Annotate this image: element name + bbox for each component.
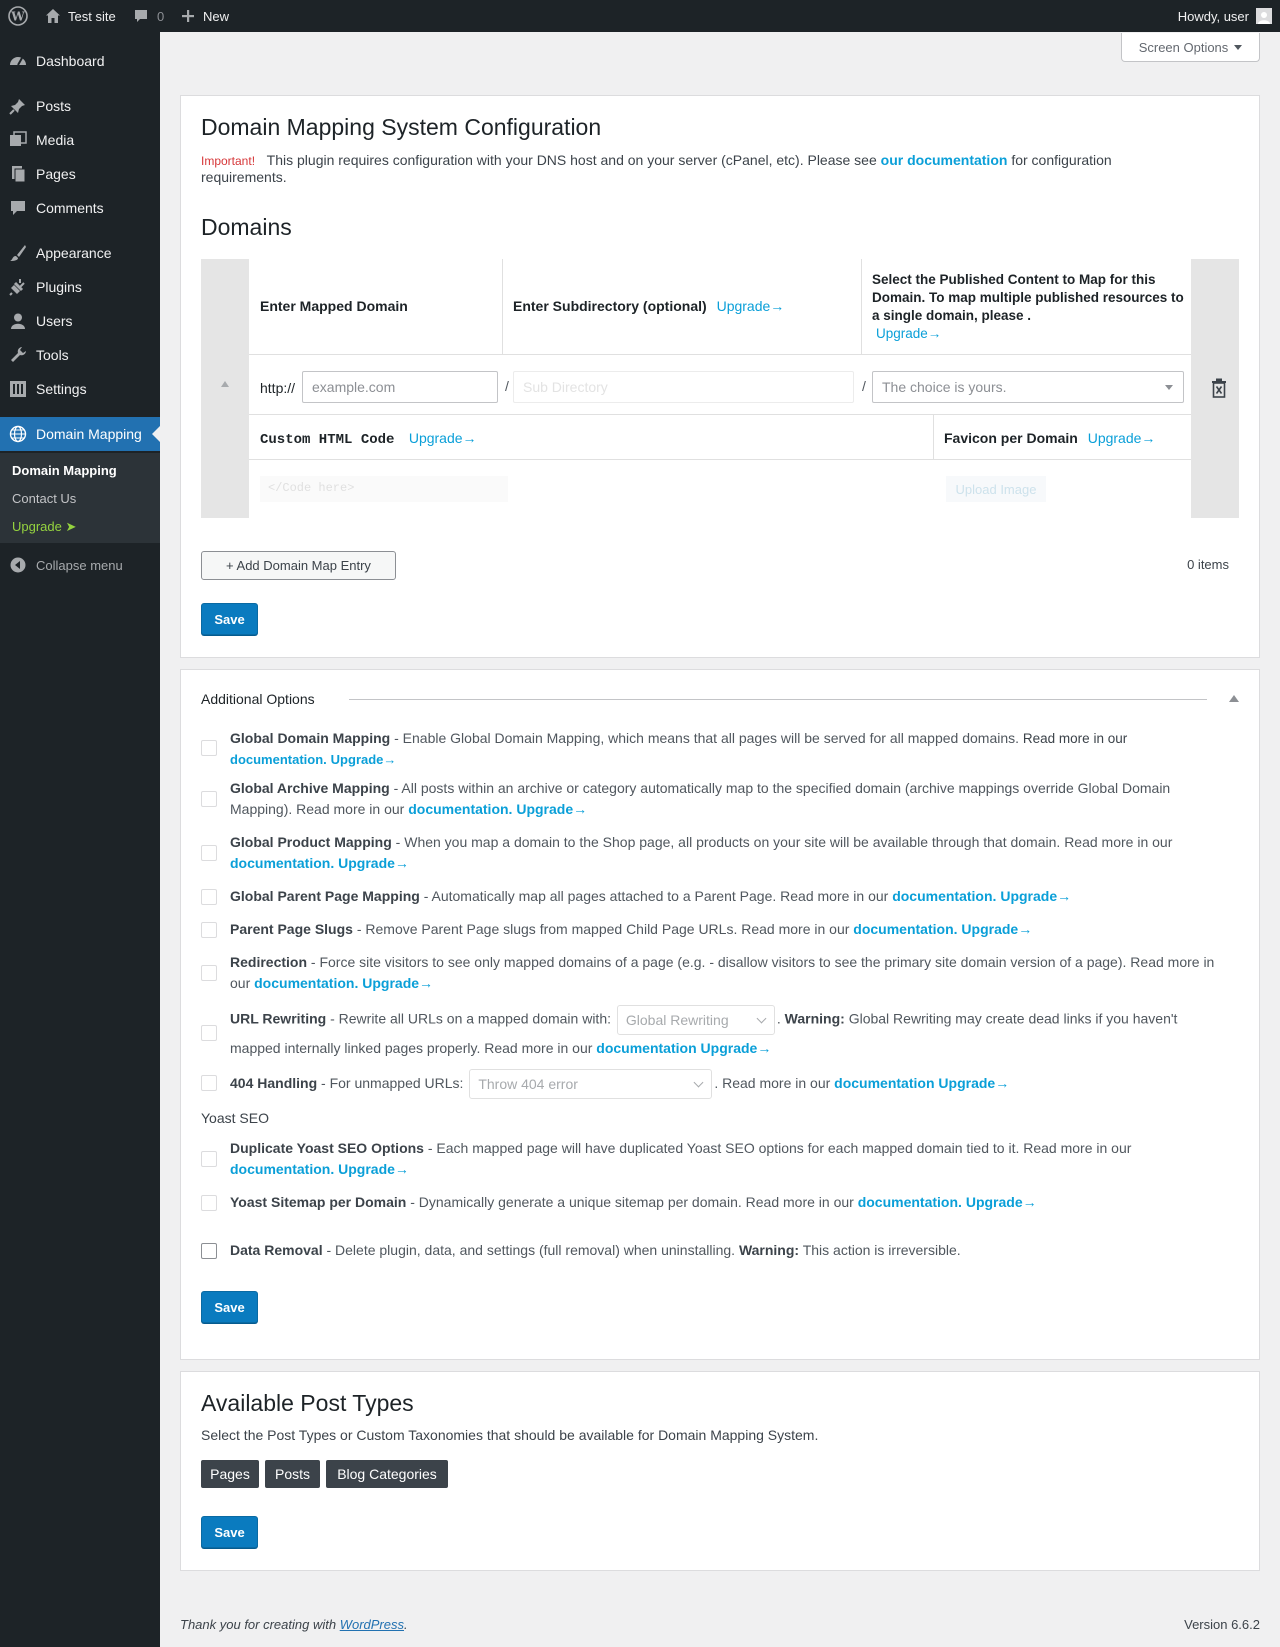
upgrade-link[interactable]: Upgrade→ xyxy=(516,801,588,817)
published-content-select[interactable] xyxy=(872,371,1184,403)
protocol-label: http:// xyxy=(260,380,296,396)
comment-icon xyxy=(0,199,36,217)
sidebar-item-dashboard[interactable] xyxy=(0,44,160,78)
page-title: Domain Mapping System Configuration xyxy=(201,114,602,140)
plus-icon xyxy=(181,9,195,23)
column-divider xyxy=(933,414,934,459)
duplicate-yoast-seo-checkbox[interactable] xyxy=(201,1151,217,1167)
sidebar-item-domain-mapping[interactable] xyxy=(0,417,160,451)
sidebar-item-label: Dashboard xyxy=(36,53,105,69)
option-name: Global Parent Page Mapping xyxy=(230,888,420,904)
plugin-icon xyxy=(0,278,36,296)
option-desc: - When you map a domain to the Shop page, all products on your site will be available through that domain. xyxy=(395,834,1061,850)
domains-heading: Domains xyxy=(201,214,292,240)
domain-map-entry xyxy=(201,259,1239,518)
column-divider xyxy=(861,259,862,354)
important-notice xyxy=(201,152,1201,185)
favicon-label: Favicon per Domain xyxy=(944,430,1078,446)
save-post-types-button[interactable]: Save xyxy=(201,1516,258,1548)
warning-label: Warning: xyxy=(784,1010,845,1027)
data-removal-checkbox[interactable] xyxy=(201,1243,217,1259)
404-handling-checkbox[interactable] xyxy=(201,1075,217,1091)
option-desc: - Force site visitors to see only mapped domains of a page (e.g. - disallow visitors to see the primary site domain version of a page). xyxy=(310,954,1127,970)
option-text xyxy=(230,1138,1230,1180)
sidebar-item-appearance[interactable] xyxy=(0,236,160,270)
column-divider xyxy=(502,259,503,354)
mapped-domain-header: Enter Mapped Domain xyxy=(260,298,408,314)
admin-sidebar xyxy=(0,32,160,1647)
sidebar-item-label: Users xyxy=(36,313,73,329)
row-divider xyxy=(249,354,1191,355)
footer-version: Version 6.6.2 xyxy=(1184,1617,1260,1632)
avatar xyxy=(1256,8,1272,24)
global-parent-page-mapping-checkbox[interactable] xyxy=(201,889,217,905)
upgrade-link[interactable]: Upgrade→ xyxy=(961,921,1033,937)
custom-html-code-input[interactable]: </Code here> xyxy=(260,476,508,502)
global-domain-mapping-checkbox[interactable] xyxy=(201,740,217,756)
add-domain-map-entry-button[interactable]: + Add Domain Map Entry xyxy=(201,551,396,580)
collapse-menu-button[interactable] xyxy=(0,553,160,577)
sidebar-item-comments[interactable] xyxy=(0,191,160,225)
published-content-header xyxy=(872,271,1184,343)
additional-options-heading: Additional Options xyxy=(201,691,315,707)
post-types-title: Available Post Types xyxy=(201,1390,414,1416)
option-name: Global Product Mapping xyxy=(230,834,392,850)
upgrade-link[interactable]: Upgrade→ xyxy=(362,975,434,991)
wordpress-link[interactable]: WordPress xyxy=(339,1617,404,1632)
option-desc-after: . xyxy=(714,1075,719,1091)
brush-icon xyxy=(0,244,36,262)
chevron-down-icon xyxy=(756,1014,766,1024)
documentation-link[interactable]: documentation. xyxy=(230,855,335,871)
media-icon xyxy=(0,131,36,149)
read-more-text: Read more in our xyxy=(741,921,850,937)
important-text: This plugin requires configuration with your DNS host and on your server (cPanel, etc). Please see xyxy=(266,152,877,168)
save-domains-button[interactable]: Save xyxy=(201,603,258,635)
comments-link[interactable] xyxy=(133,0,164,32)
option-name: Global Archive Mapping xyxy=(230,780,390,796)
warning-text: This action is irreversible. xyxy=(802,1242,961,1258)
global-rewriting-value: Global Rewriting xyxy=(625,1012,729,1028)
documentation-link[interactable]: documentation. xyxy=(230,752,327,767)
favicon-header xyxy=(944,430,1155,446)
important-text-after: for configuration requirements. xyxy=(201,152,1112,185)
option-name: 404 Handling xyxy=(230,1075,318,1091)
option-text xyxy=(230,728,1230,770)
read-more-text: Read more in our xyxy=(296,801,405,817)
screen-options-label: Screen Options xyxy=(1138,39,1229,55)
sidebar-item-label: Pages xyxy=(36,166,76,182)
sidebar-item-posts[interactable] xyxy=(0,89,160,123)
configuration-panel xyxy=(180,95,1260,658)
url-rewriting-checkbox[interactable] xyxy=(201,1025,217,1041)
option-desc: - For unmapped URLs: xyxy=(321,1075,464,1091)
footer-thanks-text: Thank you for creating with xyxy=(180,1617,337,1632)
upgrade-link[interactable]: Upgrade→ xyxy=(338,1161,409,1177)
pages-icon xyxy=(0,165,36,183)
caret-down-icon xyxy=(1234,45,1242,50)
submenu-item-upgrade[interactable]: Upgrade ➤ xyxy=(12,519,77,534)
404-handling-value: Throw 404 error xyxy=(478,1076,578,1093)
option-text: URL Rewriting - Rewrite all URLs on a mapped domain with: Global Rewriting . Warning: Global Rewriting may create dead links if you haven't mapped internally linked pages properly. Read more in our documentation Upgrade→ xyxy=(230,1005,1230,1061)
my-account-link[interactable] xyxy=(1178,0,1272,32)
documentation-link[interactable]: documentation. xyxy=(857,1194,962,1210)
wrench-icon xyxy=(0,346,36,364)
option-desc: - All posts within an archive or category automatically map to the specified domain (archive mappings override Global Domain Mapping). xyxy=(230,780,1171,817)
wordpress-logo-icon[interactable] xyxy=(8,0,28,32)
option-desc: - Dynamically generate a unique sitemap per domain. xyxy=(410,1194,742,1210)
option-duplicate-yoast-seo xyxy=(201,1138,1241,1182)
collapse-arrow-icon[interactable] xyxy=(1229,695,1239,702)
comment-bubble-icon xyxy=(133,8,149,24)
option-text xyxy=(230,832,1230,874)
new-label: New xyxy=(203,8,230,24)
documentation-link[interactable]: documentation. xyxy=(853,921,958,937)
site-name: Test site xyxy=(68,8,116,24)
domain-map-fields xyxy=(249,259,1191,518)
option-redirection xyxy=(201,952,1241,996)
option-name: URL Rewriting xyxy=(230,1010,327,1027)
option-name: Global Domain Mapping xyxy=(230,730,391,746)
globe-icon xyxy=(0,425,36,443)
sidebar-item-tools[interactable] xyxy=(0,338,160,372)
subdirectory-header xyxy=(513,298,784,314)
post-type-pages[interactable]: Pages xyxy=(201,1460,259,1488)
collapse-arrow-icon xyxy=(0,557,36,573)
option-global-parent-page-mapping xyxy=(201,886,1241,910)
upgrade-link[interactable]: Upgrade→ xyxy=(938,1075,1010,1091)
save-additional-options-button[interactable]: Save xyxy=(201,1291,258,1323)
option-desc: - Each mapped page will have duplicated Yoast SEO options for each mapped domain tied to it. xyxy=(427,1140,1020,1156)
custom-html-upgrade-link[interactable]: Upgrade→ xyxy=(408,430,477,446)
read-more-text: Read more in our xyxy=(484,1040,593,1056)
subdirectory-upgrade-link[interactable]: Upgrade→ xyxy=(716,298,785,314)
new-content-link[interactable] xyxy=(181,0,229,32)
read-more-text: Read more in our xyxy=(780,888,889,904)
important-label: Important! xyxy=(201,154,256,168)
global-archive-mapping-checkbox[interactable] xyxy=(201,791,217,807)
option-text xyxy=(230,952,1230,994)
option-name: Redirection xyxy=(230,954,308,970)
chevron-down-icon xyxy=(694,1078,704,1088)
upgrade-link[interactable]: Upgrade→ xyxy=(700,1040,772,1056)
howdy-text: Howdy, user xyxy=(1177,8,1249,24)
heading-rule xyxy=(349,699,1207,700)
sidebar-item-plugins[interactable] xyxy=(0,270,160,304)
option-text xyxy=(230,778,1230,820)
404-handling-select[interactable] xyxy=(469,1069,712,1099)
option-text xyxy=(230,919,1230,940)
yoast-seo-heading: Yoast SEO xyxy=(201,1110,269,1126)
sidebar-item-pages[interactable] xyxy=(0,157,160,191)
settings-icon xyxy=(0,380,36,398)
post-type-posts[interactable]: Posts xyxy=(265,1460,320,1488)
footer-thanks xyxy=(180,1617,408,1632)
option-desc: - Remove Parent Page slugs from mapped Child Page URLs. xyxy=(356,921,738,937)
parent-page-slugs-checkbox[interactable] xyxy=(201,922,217,938)
collapse-menu-label: Collapse menu xyxy=(36,557,123,573)
footer-thanks-period: . xyxy=(404,1617,408,1632)
mapped-domain-input[interactable]: example.com xyxy=(302,371,498,403)
slash-separator: / xyxy=(862,378,866,394)
global-product-mapping-checkbox[interactable] xyxy=(201,845,217,861)
sidebar-item-label: Comments xyxy=(36,200,104,216)
sidebar-item-label: Posts xyxy=(36,98,72,114)
sidebar-item-label: Domain Mapping xyxy=(36,426,142,442)
warning-label: Warning: xyxy=(738,1242,800,1258)
post-type-blog-categories[interactable]: Blog Categories xyxy=(326,1460,448,1488)
option-name: Yoast Sitemap per Domain xyxy=(230,1194,407,1210)
documentation-link[interactable]: documentation. xyxy=(230,1161,335,1177)
read-more-text: Read more in our xyxy=(745,1194,854,1210)
read-more-text: Read more in our xyxy=(1064,834,1173,850)
option-name: Parent Page Slugs xyxy=(230,921,353,937)
published-content-placeholder: The choice is yours. xyxy=(882,379,1007,395)
read-more-text: Read more in our xyxy=(722,1075,831,1091)
pin-icon xyxy=(0,97,36,115)
yoast-sitemap-checkbox[interactable] xyxy=(201,1195,217,1211)
domain-mapping-submenu xyxy=(0,453,160,543)
option-desc: - Enable Global Domain Mapping, which means that all pages will be served for all mapped domains. xyxy=(394,730,1020,746)
comments-count: 0 xyxy=(157,8,165,24)
sidebar-item-media[interactable] xyxy=(0,123,160,157)
favicon-upgrade-link[interactable]: Upgrade→ xyxy=(1087,430,1156,446)
upgrade-link[interactable]: Upgrade→ xyxy=(338,855,409,871)
content-upgrade-link[interactable]: Upgrade→ xyxy=(876,326,942,341)
option-text xyxy=(230,1068,1230,1099)
documentation-link[interactable]: documentation. xyxy=(408,801,513,817)
slash-separator: / xyxy=(505,378,509,394)
option-url-rewriting xyxy=(201,1005,1241,1061)
option-yoast-sitemap xyxy=(201,1192,1241,1216)
post-types-description: Select the Post Types or Custom Taxonomies that should be available for Domain Mapping System. xyxy=(201,1427,819,1443)
warning-text: Global Rewriting may create dead links if you haven't mapped internally linked pages properly. xyxy=(230,1010,1178,1056)
published-content-header-label: Select the Published Content to Map for this Domain. To map multiple published resources to a single domain, please . xyxy=(872,272,1184,323)
option-desc: - Delete plugin, data, and settings (full removal) when uninstalling. xyxy=(326,1242,736,1258)
option-text xyxy=(230,886,1230,907)
row-divider xyxy=(249,414,1191,415)
user-icon xyxy=(0,312,36,330)
option-global-archive-mapping xyxy=(201,778,1241,822)
custom-html-header xyxy=(260,430,477,448)
subdirectory-input[interactable]: Sub Directory xyxy=(513,371,854,403)
documentation-link[interactable]: documentation. xyxy=(254,975,359,991)
sidebar-item-label: Appearance xyxy=(36,245,112,261)
chevron-down-icon xyxy=(1165,385,1173,390)
sidebar-item-users[interactable] xyxy=(0,304,160,338)
row-divider xyxy=(249,459,1191,460)
our-documentation-link[interactable]: our documentation xyxy=(880,152,1008,168)
items-count: 0 items xyxy=(1187,557,1229,572)
documentation-link[interactable]: documentation xyxy=(596,1040,697,1056)
site-name-link[interactable] xyxy=(44,0,116,32)
option-data-removal xyxy=(201,1240,1241,1264)
admin-bar xyxy=(0,0,1280,32)
delete-entry-icon[interactable] xyxy=(1211,378,1227,401)
option-desc: - Automatically map all pages attached to a Parent Page. xyxy=(423,888,777,904)
sidebar-item-label: Tools xyxy=(36,347,69,363)
read-more-text: Read more in our xyxy=(1022,731,1128,746)
option-parent-page-slugs xyxy=(201,919,1241,943)
subdirectory-header-label: Enter Subdirectory (optional) xyxy=(513,298,707,314)
documentation-link[interactable]: documentation. xyxy=(892,888,997,904)
option-global-product-mapping xyxy=(201,832,1241,876)
additional-options-panel xyxy=(180,669,1260,1360)
upgrade-link[interactable]: Upgrade→ xyxy=(1000,888,1072,904)
screen-options-button[interactable] xyxy=(1121,33,1260,62)
global-rewriting-select[interactable] xyxy=(617,1005,775,1035)
read-more-text: Read more in our xyxy=(230,954,1215,991)
collapse-entry-arrow-icon[interactable] xyxy=(221,381,229,387)
option-name: Duplicate Yoast SEO Options xyxy=(230,1140,424,1156)
sidebar-item-label: Settings xyxy=(36,381,87,397)
custom-html-label: Custom HTML Code xyxy=(260,432,395,448)
upgrade-link[interactable]: Upgrade→ xyxy=(330,752,397,767)
option-global-domain-mapping xyxy=(201,728,1241,772)
option-text xyxy=(230,1192,1230,1213)
submenu-item-domain-mapping[interactable]: Domain Mapping xyxy=(12,463,117,478)
submenu-item-contact-us[interactable]: Contact Us xyxy=(12,491,77,506)
current-menu-arrow xyxy=(152,426,160,442)
option-name: Data Removal xyxy=(230,1242,323,1258)
sidebar-item-label: Plugins xyxy=(36,279,82,295)
option-desc: - Rewrite all URLs on a mapped domain with: xyxy=(330,1010,611,1027)
option-text xyxy=(230,1240,1230,1261)
home-icon xyxy=(44,7,62,25)
svg-text:W: W xyxy=(11,9,25,24)
read-more-text: Read more in our xyxy=(1023,1140,1132,1156)
option-404-handling xyxy=(201,1068,1241,1100)
upload-image-button[interactable]: Upload Image xyxy=(946,476,1046,502)
upgrade-link[interactable]: Upgrade→ xyxy=(965,1194,1037,1210)
dashboard-icon xyxy=(0,52,36,70)
documentation-link[interactable]: documentation xyxy=(834,1075,935,1091)
sidebar-item-label: Media xyxy=(36,132,75,148)
available-post-types-panel xyxy=(180,1371,1260,1571)
redirection-checkbox[interactable] xyxy=(201,965,217,981)
sidebar-item-settings[interactable] xyxy=(0,372,160,406)
